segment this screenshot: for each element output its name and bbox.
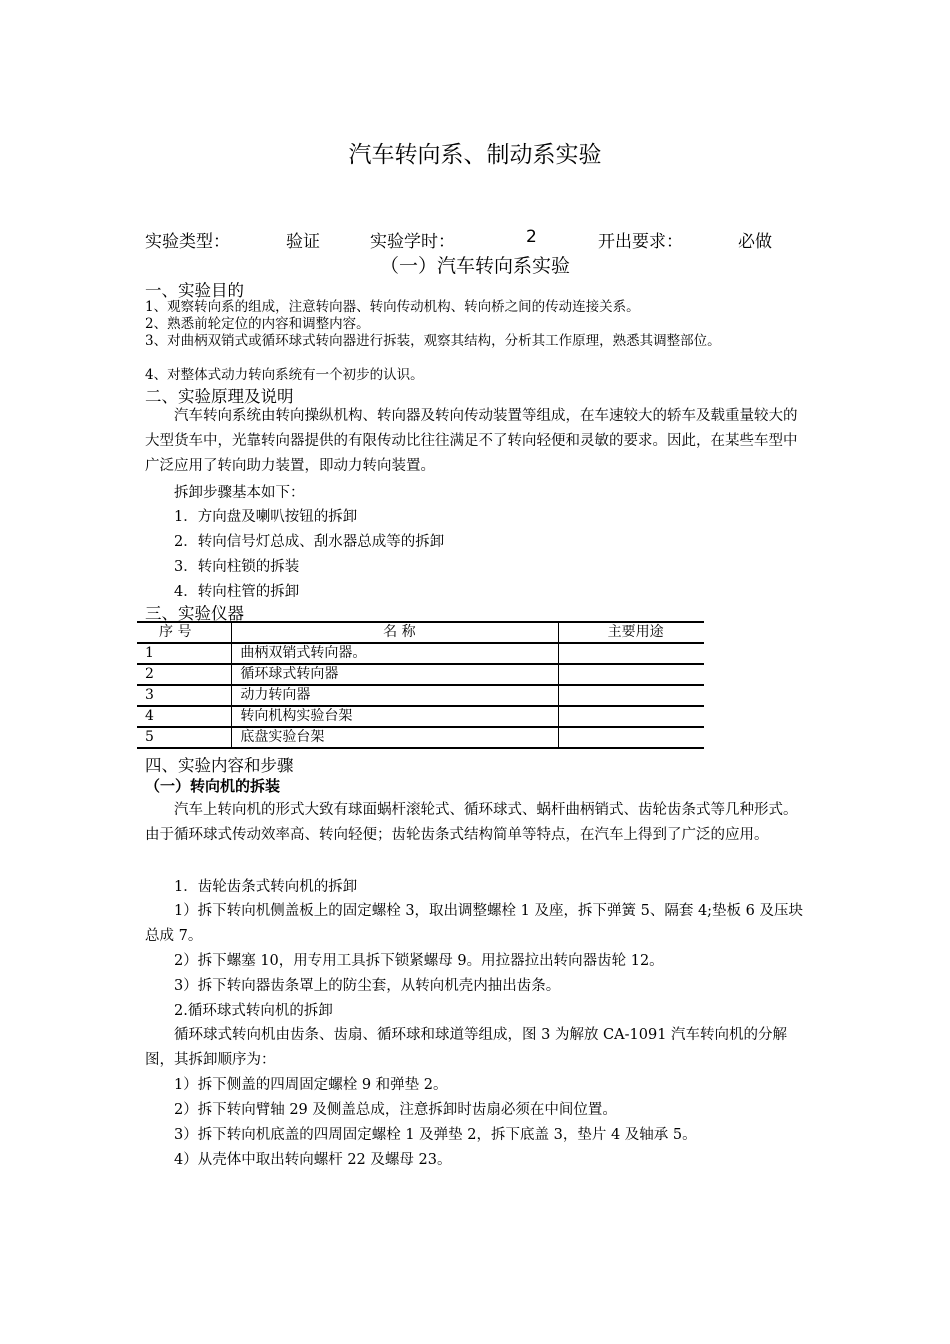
table-row [137, 685, 704, 706]
row-name: 转向机构实验台架 [232, 706, 559, 727]
experiment-hours-value: 2 [526, 227, 537, 247]
row-number: 4 [137, 706, 232, 727]
section1-heading: 一、实验目的 [145, 281, 244, 300]
row-use [559, 727, 704, 748]
row-number: 1 [137, 643, 232, 664]
disassembly-step: 4．转向柱管的拆卸 [174, 584, 300, 600]
objective-item: 1、观察转向系的组成，注意转向器、转向传动机构、转向桥之间的传动连接关系。 [145, 299, 640, 315]
row-use [559, 685, 704, 706]
principle-paragraph: 汽车转向系统由转向操纵机构、转向器及转向传动装置等组成，在车速较大的轿车及载重量较大的大型货车中，光靠转向器提供的有限传动比往往满足不了转向轻便和灵敏的要求。因此，在某些车型中广泛应用了转向助力装置，即动力转向装置。 [145, 408, 798, 474]
recirculating-ball-intro: 循环球式转向机由齿条、齿扇、循环球和球道等组成，图 3 为解放 CA-1091 汽车转向机的分解图，其拆卸顺序为： [145, 1027, 788, 1068]
recirculating-ball-step: 3）拆下转向机底盖的四周固定螺栓 1 及弹垫 2，拆下底盖 3，垫片 4 及轴承 5。 [174, 1127, 697, 1143]
recirculating-ball-title: 2.循环球式转向机的拆卸 [174, 1003, 333, 1019]
row-name: 底盘实验台架 [232, 727, 559, 748]
rack-pinion-title: 1．齿轮齿条式转向机的拆卸 [174, 879, 358, 895]
row-number: 2 [137, 664, 232, 685]
experiment-hours-label: 实验学时： [370, 232, 455, 252]
row-use [559, 706, 704, 727]
objective-item: 4、对整体式动力转向系统有一个初步的认识。 [145, 367, 424, 383]
objective-item: 3、对曲柄双销式或循环球式转向器进行拆装，观察其结构，分析其工作原理，熟悉其调整部位。 [145, 333, 721, 349]
table-row [137, 664, 704, 685]
rack-pinion-step: 3）拆下转向器齿条罩上的防尘套，从转向机壳内抽出齿条。 [174, 978, 561, 994]
steps-intro: 拆卸步骤基本如下： [174, 485, 305, 501]
table-row [137, 706, 704, 727]
section3-heading: 三、实验仪器 [145, 604, 244, 623]
experiment-requirement-value: 必做 [738, 232, 772, 252]
disassembly-step: 2．转向信号灯总成、刮水器总成等的拆卸 [174, 534, 445, 550]
objective-item: 2、熟悉前轮定位的内容和调整内容。 [145, 316, 370, 332]
row-use [559, 664, 704, 685]
experiment-type-label: 实验类型： [145, 232, 230, 252]
column-header-use: 主要用途 [559, 622, 704, 643]
recirculating-ball-step: 1）拆下侧盖的四周固定螺栓 9 和弹垫 2。 [174, 1077, 448, 1093]
column-header-number: 序 号 [137, 622, 232, 643]
equipment-table [137, 621, 704, 749]
disassembly-step: 3．转向柱锁的拆装 [174, 559, 300, 575]
row-name: 动力转向器 [232, 685, 559, 706]
recirculating-ball-step: 4）从壳体中取出转向螺杆 22 及螺母 23。 [174, 1152, 452, 1168]
document-title: 汽车转向系、制动系实验 [348, 142, 602, 168]
row-use [559, 643, 704, 664]
section2-heading: 二、实验原理及说明 [145, 387, 294, 406]
table-row [137, 643, 704, 664]
disassembly-step: 1．方向盘及喇叭按钮的拆卸 [174, 509, 358, 525]
row-name: 曲柄双销式转向器。 [232, 643, 559, 664]
table-row [137, 727, 704, 748]
column-header-name: 名 称 [232, 622, 559, 643]
section4-subheading: （一）转向机的拆装 [145, 777, 281, 795]
row-name: 循环球式转向器 [232, 664, 559, 685]
steering-types-paragraph: 汽车上转向机的形式大致有球面蜗杆滚轮式、循环球式、蜗杆曲柄销式、齿轮齿条式等几种形式。由于循环球式传动效率高、转向轻便；齿轮齿条式结构简单等特点，在汽车上得到了广泛的应用。 [145, 802, 798, 843]
section4-heading: 四、实验内容和步骤 [145, 756, 294, 775]
section-subtitle: （一）汽车转向系实验 [379, 255, 570, 277]
rack-pinion-step: 1）拆下转向机侧盖板上的固定螺栓 3，取出调整螺栓 1 及座，拆下弹簧 5、隔套 4;垫板 6 及压块总成 7。 [145, 903, 803, 944]
rack-pinion-step: 2）拆下螺塞 10，用专用工具拆下锁紧螺母 9。用拉器拉出转向器齿轮 12。 [174, 953, 664, 969]
table-header-row [137, 622, 704, 643]
experiment-type-value: 验证 [286, 232, 320, 252]
row-number: 5 [137, 727, 232, 748]
row-number: 3 [137, 685, 232, 706]
experiment-requirement-label: 开出要求： [598, 232, 683, 252]
recirculating-ball-step: 2）拆下转向臂轴 29 及侧盖总成，注意拆卸时齿扇必须在中间位置。 [174, 1102, 617, 1118]
